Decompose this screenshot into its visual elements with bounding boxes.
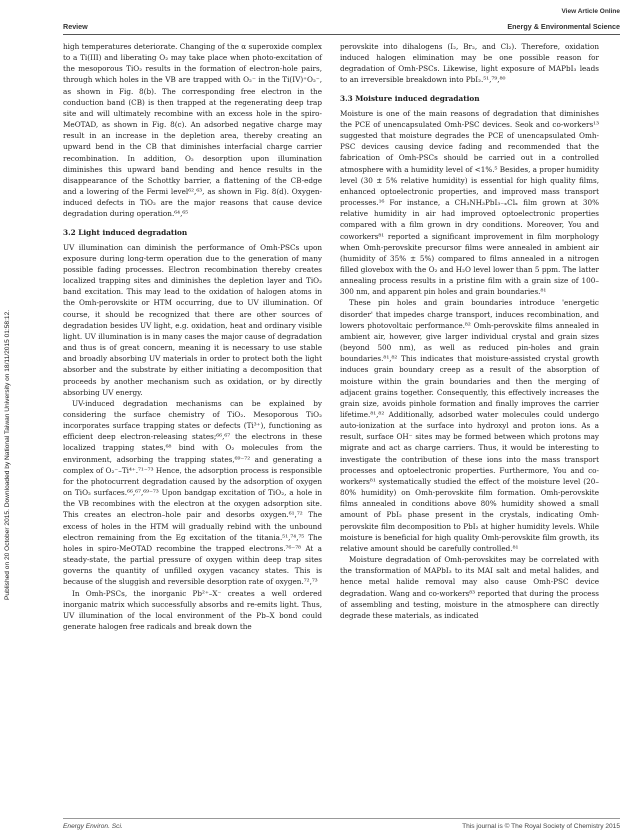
paragraph: high temperatures deteriorate. Changing of the α superoxide complex to a Ti(III) and liberating O₂ may take place when photo-excitation of the mesoporous TiO₂ results in the formation of electron-hole pairs, through which holes in the VB are trapped with O₂⁻ in the Ti(IV)⁺O₂⁻, as shown in Fig. 8(b). The corresponding free electron in the conduction band (CB) is then trapped at the regenerating deep trap site and will ultimately recombine with an excess hole in the spiro-MeOTAD, as shown in Fig. 8(c). An adsorbed negative charge may result in an increase in the depletion area, thereby creating an upward bend in the CB that diminishes interfacial charge carrier recombination. In addition, O₂ desorption upon illumination diminishes this upward band bending and hence results in the disappearance of the Schottky barrier, a flattening of the CB-edge and a lowering of the Fermi level⁶²,⁶³, as shown in Fig. 8(d). Oxygen-induced defects in TiO₂ are the major reasons that cause device degradation during operation.⁶⁴,⁶⁵ [63,42,322,219]
paragraph: These pin holes and grain boundaries introduce 'energetic disorder' that impedes charge transport, induces recombination, and lowers photovoltaic performance.⁸² Omh-perovskite films annealed in ambient air, however, give larger individual crystal and grain sizes (beyond 500 nm), as well as reduced pin-holes and grain boundaries.⁸¹,⁸² This indicates that moisture-assisted crystal growth induces grain boundary creep as a result of the absorption of moisture within the grain boundaries and then the merging of adjacent grains together. Consequently, this effectively increases the grain size, avoids pinhole formation and finally improves the carrier lifetime.⁸¹,⁸² Additionally, adsorbed water molecules could undergo auto-ionization at the surface into hydroxyl and proton ions. As a result, surface OH⁻ sites may be formed between which protons may migrate and act as charge carriers. Thus, it would be interesting to investigate the contribution of these ions into the mass transport processes and optoelectronic properties. Furthermore, You and co-workers⁸¹ systematically studied the effect of the moisture level (20–80% humidity) on Omh-perovskite film formation. Omh-perovskite films annealed in conditions above 80% humidity showed a small amount of PbI₂ phase present in the crystals, indicating Omh-perovskite film decomposition to PbI₂ at higher humidity levels. While moisture is beneficial for high quality Omh-perovskite film growth, its relative amount should be carefully controlled.⁸¹ [340,298,599,553]
running-header [63,22,620,34]
footer-rule [63,818,620,819]
paragraph: UV illumination can diminish the performance of Omh-PSCs upon exposure during long-term operation due to the generation of many possible fading processes. Electron recombination thereby creates localized trapping sites and diminishes the depletion layer and TiO₂ band excitation. This may lead to the oxidation of halogen atoms in the Omh-perovskite or HTM occurring, due to UV illumination. Of course, it should be recognized that there are other sources of degradation besides UV light, e.g. oxidation, heat and ordinary visible light. UV illumination is in many cases the major cause of degradation and thus is of great concern, meaning it is necessary to use stable and broadly absorbing UV materials in order to protect both the light absorber and the substrate by either initiating a decomposition that proceeds by another mechanism such as oxidation, or by directly absorbing UV energy. [63,242,322,397]
header-journal-name: Energy & Environmental Science [507,22,620,31]
paragraph: Moisture degradation of Omh-perovskites may be correlated with the transformation of MAPbI₃ to its MAI salt and metal halides, and hence metal halide removal may also cause Omh-PSC device degradation. Wang and co-workers⁸³ reported that during the process of assembling and testing, moisture in the atmosphere can directly degrade these materials, as indicated [340,555,599,620]
paragraph: perovskite into dihalogens (I₂, Br₂, and Cl₂). Therefore, oxidation induced halogen elimination may be one possible reason for degradation of Omh-PSCs. Likewise, light exposure of MAPbI₃ leads to an irreversible breakdown into PbI₂.⁵¹,⁷⁹,⁸⁰ [340,42,599,85]
paragraph: In Omh-PSCs, the inorganic Pb²⁺–X⁻ creates a well ordered inorganic matrix which successfully absorbs and re-emits light. Thus, UV illumination of the local environment of the Pb–X bond could generate halogen free radicals and break down the [63,588,322,631]
header-section-label: Review [63,22,88,31]
publication-side-note: Published on 20 October 2015. Downloaded by National Taiwan University on 18/11/2015 01:58:12. [4,309,11,600]
paragraph: UV-induced degradation mechanisms can be explained by considering the surface chemistry of TiO₂. Mesoporous TiO₂ incorporates surface trapping states or defects (Ti³⁺), functioning as efficient deep electron-releasing states;⁶⁶,⁶⁷ the electrons in these localized trapping states,⁶⁸ bind with O₂ molecules from the environment, adsorbing the trapping states,⁶⁹⁻⁷² and generating a complex of O₂⁻–Ti⁴⁺.⁷¹⁻⁷³ Hence, the adsorption process is responsible for the photocurrent degradation caused by the adsorption of oxygen on TiO₂ surfaces.⁶⁶,⁶⁷,⁶⁹⁻⁷³ Upon bandgap excitation of TiO₂, a hole in the VB recombines with the electron at the oxygen adsorption site. This creates an electron–hole pair and desorbs oxygen.⁶¹,⁷² The excess of holes in the HTM will gradually rebind with the unbound electron remaining from the Eg excitation of the titania.⁵¹,⁷⁴,⁷⁵ The holes in spiro-MeOTAD recombine the trapped electrons.⁷⁶⁻⁷⁸ At a steady-state, the partial pressure of oxygen within deep trap sites governs the quantity of unfilled oxygen vacancy states. This is because of the sluggish and reversible desorption rate of oxygen.⁷²,⁷³ [63,398,322,587]
view-article-online-link[interactable]: View Article Online [561,8,620,15]
right-column [340,41,599,621]
left-column [63,41,322,632]
footer-copyright: This journal is © The Royal Society of Chemistry 2015 [462,823,620,830]
header-rule [63,34,620,35]
page-footer [63,823,620,833]
footer-journal-abbrev: Energy Environ. Sci. [63,823,123,830]
section-heading-light-degradation: 3.2 Light induced degradation [63,227,188,237]
section-heading-moisture-degradation: 3.3 Moisture induced degradation [340,93,480,103]
paragraph: Moisture is one of the main reasons of degradation that diminishes the PCE of unencapsulated Omh-PSC devices. Seok and co-workers¹³ suggested that moisture degrades the PCE of unencapsulated Omh-PSC devices causing device fading and recommended that the fabrication of Omh-PSCs should be carried out in a controlled atmosphere with a humidity level of <1%.⁵ Besides, a proper humidity level (30 ± 5% relative humidity) is essential for high quality films, enhanced optoelectronic properties, and improved mass transport processes.¹⁶ For instance, a CH₃NH₃PbI₃₋ₓClₓ film grown at 30% relative humidity in air had improved optoelectronic properties compared with a film grown in dry conditions. Moreover, You and coworkers⁸¹ reported a significant improvement in film morphology when Omh-perovskite precursor films were annealed in ambient air (humidity of 35% ± 5%) compared to films annealed in a nitrogen filled glovebox with the O₂ and H₂O level lower than 5 ppm. The latter annealing process results in a pristine film with a grain size of 100–300 nm, and apparent pin holes and grain boundaries.⁸¹ [340,108,599,297]
